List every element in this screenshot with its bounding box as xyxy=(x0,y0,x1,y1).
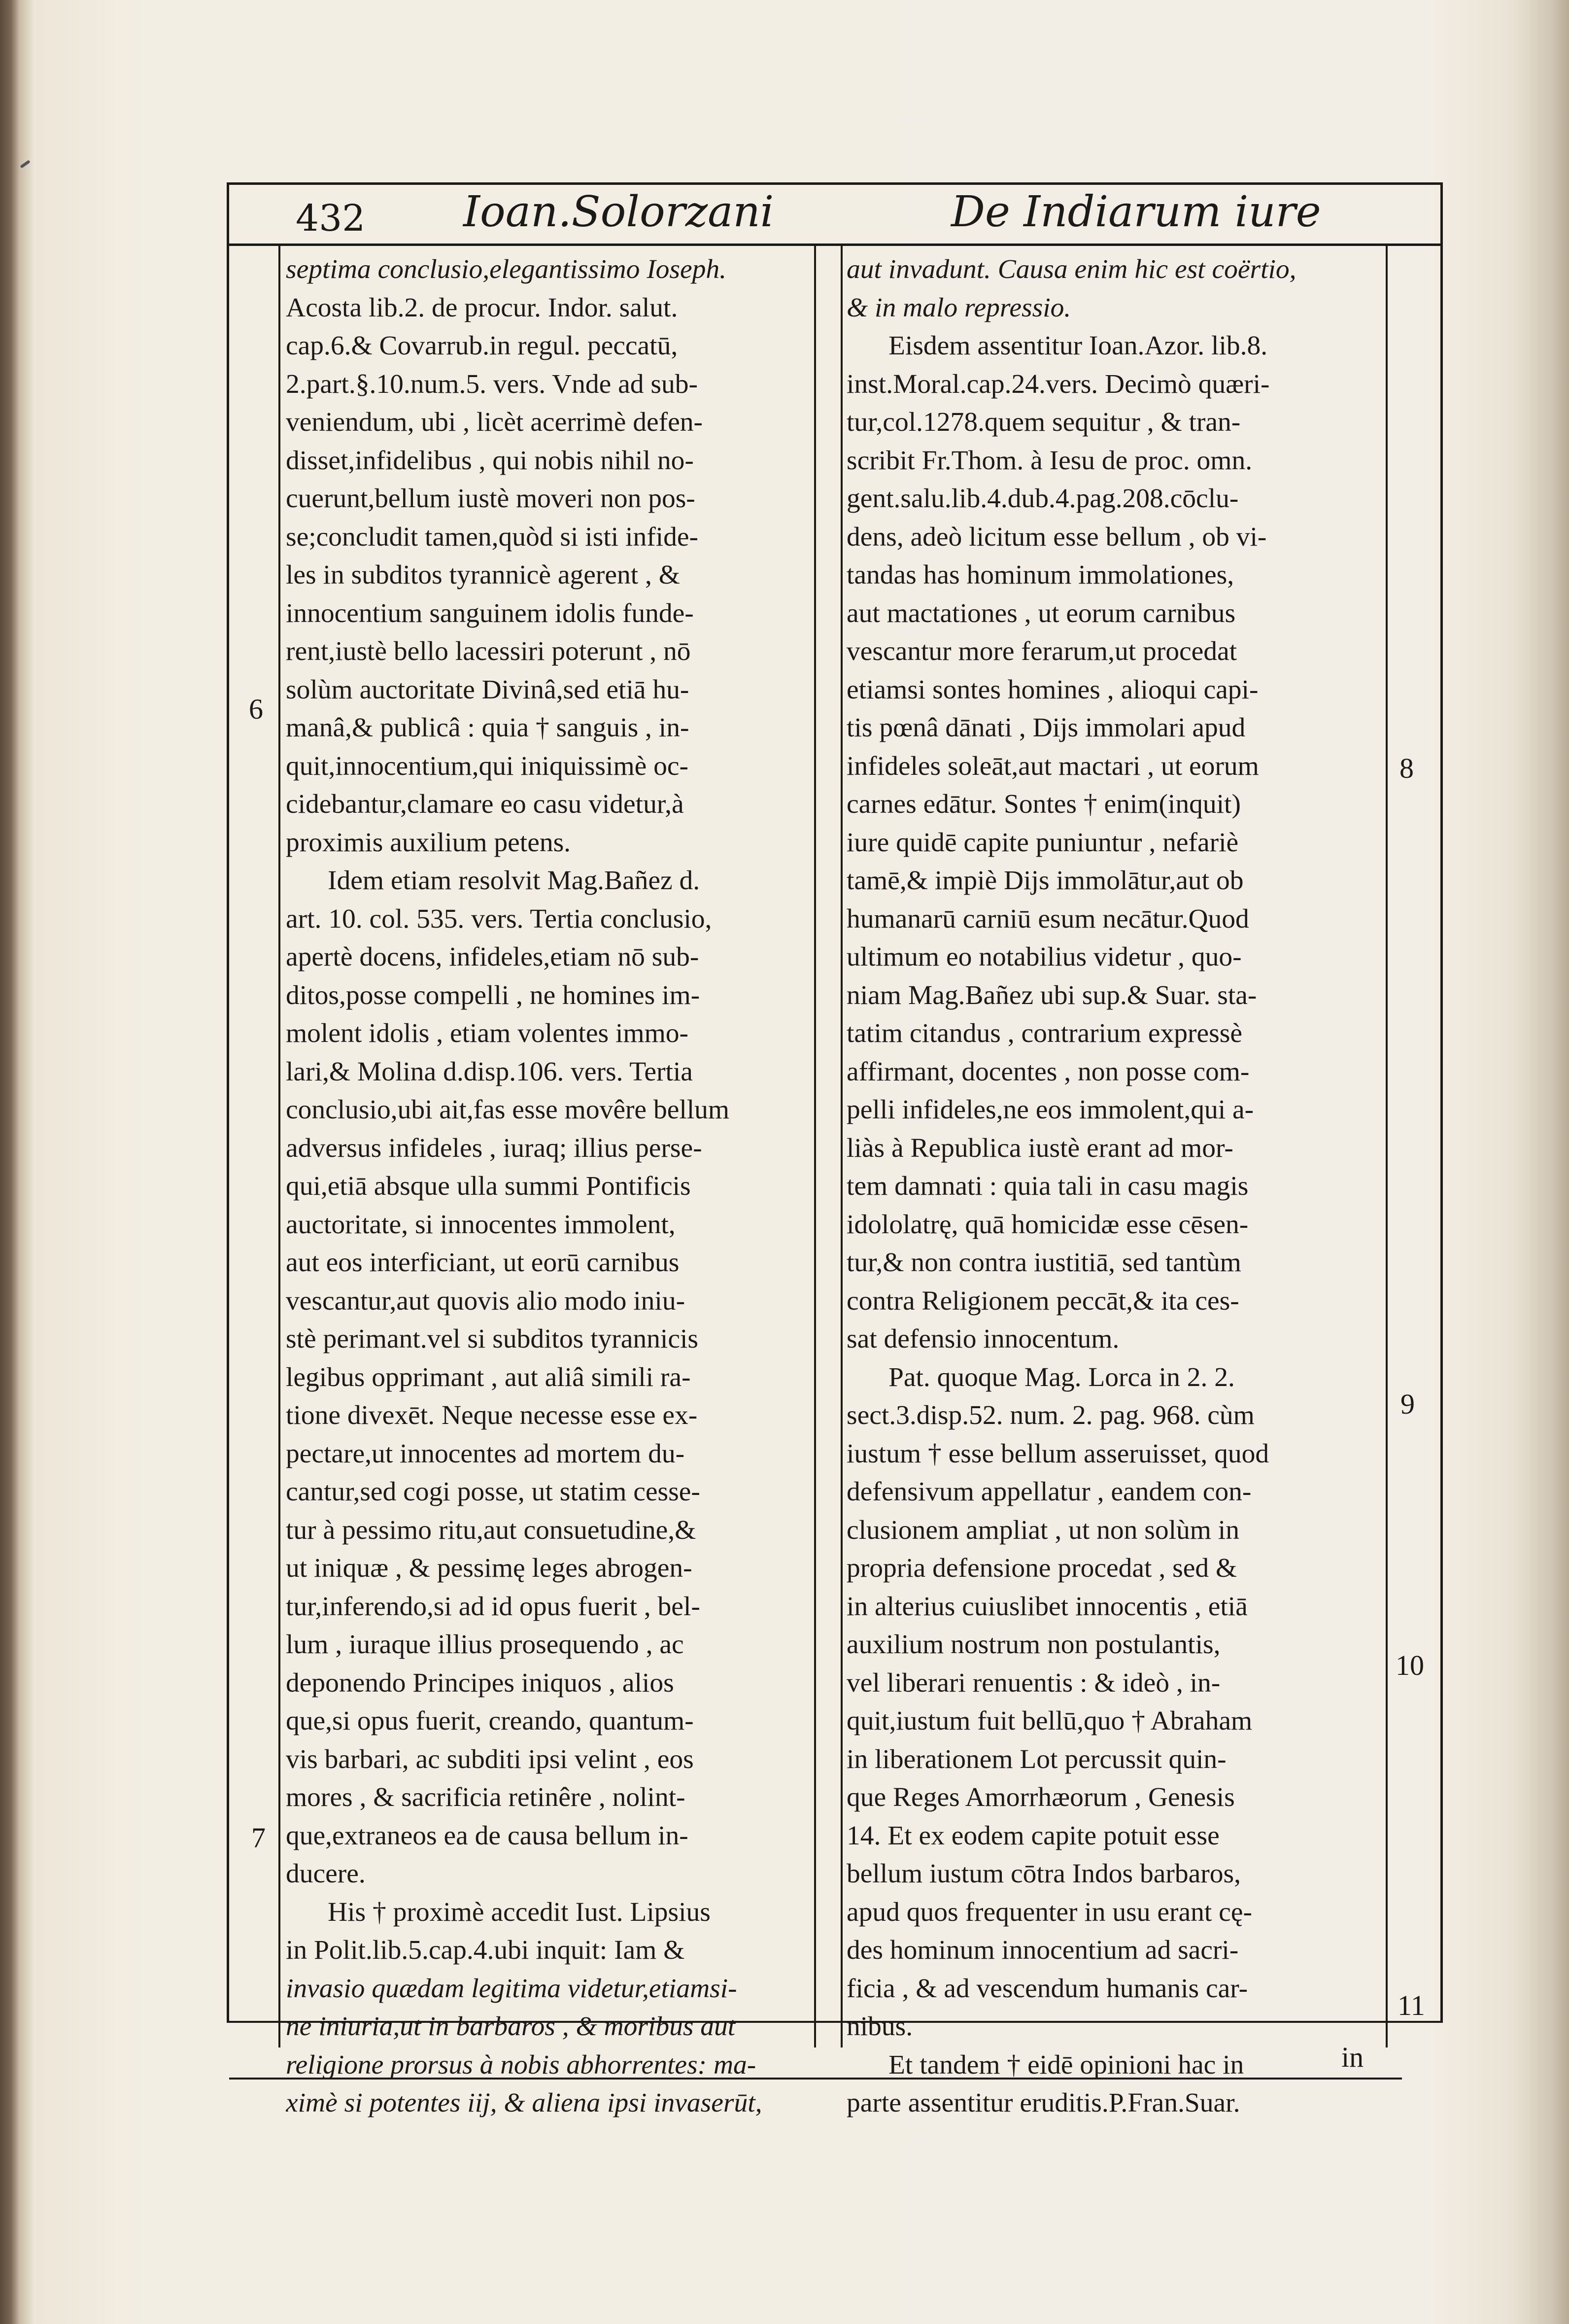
left_column-line: vis barbari, ac subditi ipsi velint , eos xyxy=(286,1744,694,1774)
right_column-line: tem damnati : quia tali in casu magis xyxy=(847,1171,1249,1201)
left_column-line: molent idolis , etiam volentes immo- xyxy=(286,1018,688,1048)
right_column-line: iure quidē capite puniuntur , nefariè xyxy=(847,827,1239,858)
left_column-line: cidebantur,clamare eo casu videtur,à xyxy=(286,789,684,819)
margin-note-11: 11 xyxy=(1398,1989,1425,2021)
left_column-line: religione prorsus à nobis abhorrentes: ma- xyxy=(286,2049,756,2080)
right_column-line: ultimum eo notabilius videtur , quo- xyxy=(847,942,1242,972)
right_column-line: dens, adeò licitum esse bellum , ob vi- xyxy=(847,521,1267,552)
left_column-line: qui,etiā absque ulla summi Pontificis xyxy=(286,1171,691,1201)
left_column-line: adversus infideles , iuraq; illius perse- xyxy=(286,1133,702,1163)
right_column-line: quit,iustum fuit bellū,quo † Abraham xyxy=(847,1706,1253,1736)
right_column-line: aut mactationes , ut eorum carnibus xyxy=(847,598,1236,628)
catchword: in xyxy=(1341,2041,1364,2073)
left_column-line: in Polit.lib.5.cap.4.ubi inquit: Iam & xyxy=(286,1935,685,1965)
right_column-line: Et tandem † eidē opinioni hac in xyxy=(888,2049,1244,2080)
left_column-line: lum , iuraque illius prosequendo , ac xyxy=(286,1630,684,1660)
running-head-title: De Indiarum iure xyxy=(951,187,1321,237)
margin-note-9: 9 xyxy=(1400,1388,1415,1420)
right_column-line: auxilium nostrum non postulantis, xyxy=(847,1630,1221,1660)
left_column-line: legibus opprimant , aut aliâ simili ra- xyxy=(286,1362,691,1392)
header-rule xyxy=(227,243,1443,246)
right_column-line: ficia , & ad vescendum humanis car- xyxy=(847,1973,1248,2004)
right_column-line: & in malo repressio. xyxy=(847,292,1071,323)
right-text-column xyxy=(847,250,1382,2122)
left_column-line: auctoritate, si innocentes immolent, xyxy=(286,1209,676,1240)
left_column-line: disset,infidelibus , qui nobis nihil no- xyxy=(286,445,694,476)
right_column-line: tur,col.1278.quem sequitur , & tran- xyxy=(847,407,1241,437)
left_column-line: cantur,sed cogi posse, ut statim cesse- xyxy=(286,1477,700,1507)
left_column-line: 2.part.§.10.num.5. vers. Vnde ad sub- xyxy=(286,369,698,399)
right_column-line: sat defensio innocentum. xyxy=(847,1324,1120,1354)
left_column-line: innocentium sanguinem idolis funde- xyxy=(286,598,694,628)
right_column-line: humanarū carniū esum necātur.Quod xyxy=(847,903,1249,934)
margin-note-6: 6 xyxy=(249,693,263,725)
left_column-line: solùm auctoritate Divinâ,sed etiā hu- xyxy=(286,674,689,705)
left_column-line: aut eos interficiant, ut eorū carnibus xyxy=(286,1248,680,1278)
right_column-line: iustum † esse bellum asseruisset, quod xyxy=(847,1438,1269,1469)
right_column-line: tandas has hominum immolationes, xyxy=(847,560,1234,590)
left_column-line: se;concludit tamen,quòd si isti infide- xyxy=(286,521,698,552)
right_column-line: niam Mag.Bañez ubi sup.& Suar. sta- xyxy=(847,980,1257,1010)
left_column-line: manâ,& publicâ : quia † sanguis , in- xyxy=(286,713,689,743)
right_column-line: des hominum innocentium ad sacri- xyxy=(847,1935,1239,1965)
right_column-line: idololatrę, quā homicidæ esse cēsen- xyxy=(847,1209,1249,1240)
left-text-column xyxy=(286,250,808,2122)
running-head-author: Ioan.Solorzani xyxy=(463,187,774,237)
running-header xyxy=(0,187,1569,242)
left_column-line: Idem etiam resolvit Mag.Bañez d. xyxy=(328,866,700,896)
left_column-line: ximè si potentes iij, & aliena ipsi invaserūt, xyxy=(286,2088,762,2118)
margin-note-7: 7 xyxy=(251,1822,266,1854)
pencil-mark xyxy=(20,160,30,169)
left_column-line: septima conclusio,elegantissimo Ioseph. xyxy=(286,254,727,284)
left_column-line: proximis auxilium petens. xyxy=(286,827,571,858)
right_column-line: parte assentitur eruditis.P.Fran.Suar. xyxy=(847,2088,1240,2118)
right_column-line: in alterius cuiuslibet innocentis , etiā xyxy=(847,1591,1248,1622)
right_column-line: in liberationem Lot percussit quin- xyxy=(847,1744,1227,1774)
right_column-line: apud quos frequenter in usu erant cę- xyxy=(847,1897,1252,1927)
right-column-left-rule xyxy=(841,243,843,2047)
left_column-line: mores , & sacrificia retinêre , nolint- xyxy=(286,1782,685,1812)
left-column-left-rule xyxy=(278,243,280,2047)
left_column-line: tur à pessimo ritu,aut consuetudine,& xyxy=(286,1515,696,1545)
right_column-line: carnes edātur. Sontes † enim(inquit) xyxy=(847,789,1241,819)
right_column-line: inst.Moral.cap.24.vers. Decimò quæri- xyxy=(847,369,1270,399)
page-number: 432 xyxy=(296,197,366,240)
right_column-line: etiamsi sontes homines , alioqui capi- xyxy=(847,674,1259,705)
right-frame xyxy=(1440,182,1443,2021)
left_column-line: que,extraneos ea de causa bellum in- xyxy=(286,1820,688,1851)
left_column-line: ditos,posse compelli , ne homines im- xyxy=(286,980,700,1010)
left_column-line: quit,innocentium,qui iniquissimè oc- xyxy=(286,751,688,781)
left_column-line: cuerunt,bellum iustè moveri non pos- xyxy=(286,484,695,514)
left_column-line: stè perimant.vel si subditos tyrannicis xyxy=(286,1324,698,1354)
left_column-line: ut iniquæ , & pessimę leges abrogen- xyxy=(286,1553,692,1583)
right_column-line: sect.3.disp.52. num. 2. pag. 968. cùm xyxy=(847,1400,1255,1430)
left_column-line: invasio quædam legitima videtur,etiamsi- xyxy=(286,1973,737,2004)
left_column-line: tione divexēt. Neque necesse esse ex- xyxy=(286,1400,698,1430)
right_column-line: tur,& non contra iustitiā, sed tantùm xyxy=(847,1248,1241,1278)
left_column-line: pectare,ut innocentes ad mortem du- xyxy=(286,1438,685,1469)
right_column-line: 14. Et ex eodem capite potuit esse xyxy=(847,1820,1220,1851)
left_column-line: ducere. xyxy=(286,1859,366,1889)
left_column-line: art. 10. col. 535. vers. Tertia conclusio, xyxy=(286,903,712,934)
left_column-line: tur,inferendo,si ad id opus fuerit , bel- xyxy=(286,1591,700,1622)
right_column-line: tatim citandus , contrarium expressè xyxy=(847,1018,1242,1048)
left_column-line: conclusio,ubi ait,fas esse movêre bellum xyxy=(286,1095,730,1125)
left_column-line: Acosta lib.2. de procur. Indor. salut. xyxy=(286,292,678,323)
left_column-line: His † proximè accedit Iust. Lipsius xyxy=(328,1897,711,1927)
margin-note-10: 10 xyxy=(1396,1649,1424,1681)
right_column-line: propria defensione procedat , sed & xyxy=(847,1553,1237,1583)
left-column-right-rule xyxy=(814,243,816,2047)
right_column-line: Pat. quoque Mag. Lorca in 2. 2. xyxy=(888,1362,1235,1392)
left_column-line: cap.6.& Covarrub.in regul. peccatū, xyxy=(286,331,678,361)
left_column-line: vescantur,aut quovis alio modo iniu- xyxy=(286,1285,685,1316)
right_column-line: que Reges Amorrhæorum , Genesis xyxy=(847,1782,1235,1812)
right_column-line: gent.salu.lib.4.dub.4.pag.208.cōclu- xyxy=(847,484,1239,514)
right_column-line: pelli infideles,ne eos immolent,qui a- xyxy=(847,1095,1254,1125)
right_column-line: liàs à Republica iustè erant ad mor- xyxy=(847,1133,1233,1163)
right_column-line: Eisdem assentitur Ioan.Azor. lib.8. xyxy=(888,331,1268,361)
right_column-line: tis pœnâ dānati , Dijs immolari apud xyxy=(847,713,1246,743)
right_column-line: nibus. xyxy=(847,2012,913,2042)
left_column-line: ne iniuria,ut in barbaros , & moribus aut xyxy=(286,2012,736,2042)
left_column-line: veniendum, ubi , licèt acerrimè defen- xyxy=(286,407,703,437)
left_column-line: lari,& Molina d.disp.106. vers. Tertia xyxy=(286,1056,693,1087)
left_column-line: rent,iustè bello lacessiri poterunt , nō xyxy=(286,636,691,666)
right_column-line: bellum iustum cōtra Indos barbaros, xyxy=(847,1859,1241,1889)
right_column-line: defensivum appellatur , eandem con- xyxy=(847,1477,1252,1507)
left-frame xyxy=(227,182,229,2021)
right_column-line: tamē,& impiè Dijs immolātur,aut ob xyxy=(847,866,1244,896)
right_column-line: infideles soleāt,aut mactari , ut eorum xyxy=(847,751,1259,781)
right-column-right-rule xyxy=(1386,243,1388,2047)
left_column-line: apertè docens, infideles,etiam nō sub- xyxy=(286,942,699,972)
right_column-line: contra Religionem peccāt,& ita ces- xyxy=(847,1285,1239,1316)
right_column-line: aut invadunt. Causa enim hic est coërtio, xyxy=(847,254,1296,284)
left_column-line: deponendo Principes iniquos , alios xyxy=(286,1667,674,1698)
right_column-line: clusionem ampliat , ut non solùm in xyxy=(847,1515,1239,1545)
right_column-line: vescantur more ferarum,ut procedat xyxy=(847,636,1237,666)
right_column-line: scribit Fr.Thom. à Iesu de proc. omn. xyxy=(847,445,1253,476)
top-rule xyxy=(227,182,1443,185)
margin-note-8: 8 xyxy=(1399,752,1414,784)
left_column-line: que,si opus fuerit, creando, quantum- xyxy=(286,1706,694,1736)
right_column-line: affirmant, docentes , non posse com- xyxy=(847,1056,1250,1087)
left_column-line: les in subditos tyrannicè agerent , & xyxy=(286,560,680,590)
right_column-line: vel liberari renuentis : & ideò , in- xyxy=(847,1667,1221,1698)
